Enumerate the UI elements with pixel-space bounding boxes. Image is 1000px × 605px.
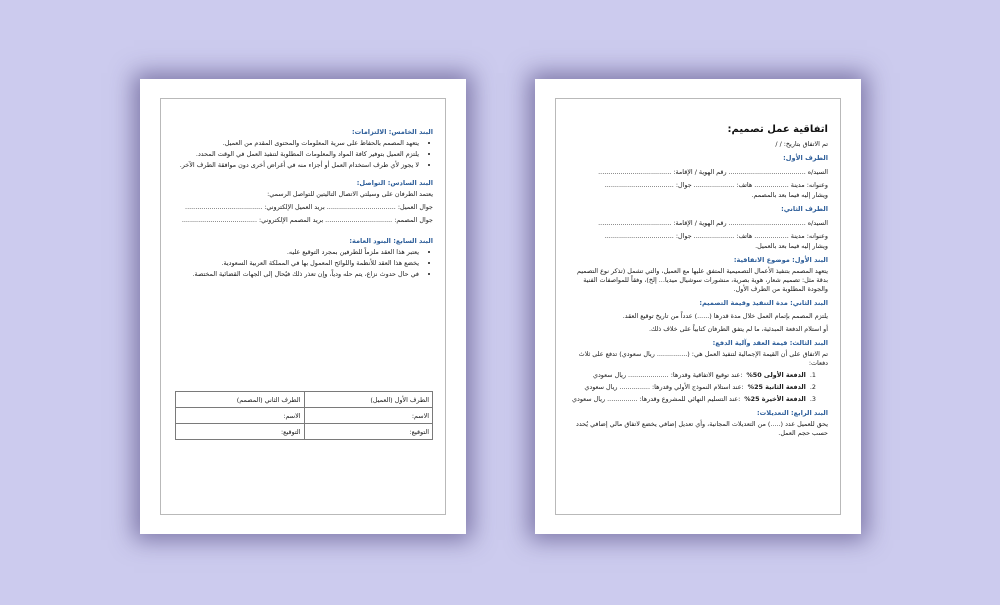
page-2-content bbox=[175, 123, 433, 506]
payment-text: :عند التسليم النهائي للمشروع وقدرها: ............... ريال سعودي bbox=[572, 395, 741, 403]
payment-label: الدفعة الثانية 25% bbox=[747, 383, 806, 391]
clause2-line1: يلتزم المصمم بإتمام العمل خلال مدة قدرها (......) عدداً من تاريخ توقيع العقد. bbox=[622, 312, 828, 320]
clause5-list bbox=[175, 139, 433, 170]
list-item: • يخضع هذا العقد للأنظمة واللوائح المعمول بها في المملكة العربية السعودية. bbox=[175, 259, 419, 268]
clause3-intro: تم الاتفاق على أن القيمة الإجمالية لتنفيذ العمل هي: (............... ريال سعودي) تدفع على ثلاث دفعات: bbox=[578, 350, 828, 367]
table-row bbox=[176, 408, 433, 424]
date-line: تم الاتفاق بتاريخ: / / bbox=[775, 140, 828, 148]
party2-address-line: وعنوانه: مدينة ................. هاتف: .................... جوال: .................................. bbox=[604, 232, 828, 240]
party1-name-line: السيد/ه ...................................... رقم الهوية / الإقامة: .................................... bbox=[598, 168, 828, 176]
party1-refer: ويشار إليه فيما بعد بالمصمم. bbox=[751, 191, 828, 199]
payment-number: 2. bbox=[809, 383, 816, 391]
contract-page-1 bbox=[535, 79, 861, 534]
clause7-list bbox=[175, 248, 433, 279]
party2-heading: الطرف الثاني: bbox=[781, 205, 828, 213]
page-border bbox=[555, 98, 841, 515]
list-item: • لا يجوز لأي طرف استخدام العمل أو أجزاء منه في أغراض أخرى دون موافقة الطرف الآخر. bbox=[175, 161, 419, 170]
table-cell: الاسم: bbox=[176, 408, 305, 424]
clause4-heading: البند الرابع: التعديلات: bbox=[757, 409, 828, 417]
clause1-heading: البند الأول: موضوع الاتفاقية: bbox=[733, 256, 828, 264]
table-cell: التوقيع: bbox=[176, 424, 305, 440]
payment-number: 1. bbox=[809, 371, 816, 379]
contract-title: اتفاقية عمل تصميم: bbox=[727, 124, 828, 135]
payment-number: 3. bbox=[809, 395, 816, 403]
list-item: • في حال حدوث نزاع، يتم حله ودياً، وإن تعذر ذلك فيُحال إلى الجهات القضائية المختصة. bbox=[175, 270, 419, 279]
payment-item bbox=[570, 395, 828, 404]
contract-page-2 bbox=[140, 79, 466, 534]
party2-name-line: السيد/ه ...................................... رقم الهوية / الإقامة: .................................... bbox=[598, 219, 828, 227]
page-1-content bbox=[570, 123, 828, 506]
payment-text: :عند استلام النموذج الأولي وقدرها: ............... ريال سعودي bbox=[584, 383, 744, 391]
party1-address-line: وعنوانه: مدينة ................. هاتف: .................... جوال: .................................. bbox=[604, 181, 828, 189]
page-border bbox=[160, 98, 446, 515]
payment-label: الدفعة الأولى 50% bbox=[746, 371, 806, 379]
clause2-line2: أو استلام الدفعة المبدئية، ما لم يتفق الطرفان كتابياً على خلاف ذلك. bbox=[648, 325, 828, 333]
clause4-text: يحق للعميل عدد (.....) من التعديلات المجانية، وأي تعديل إضافي يخضع لاتفاق مالي إضافي يُحدد حسب حجم العمل. bbox=[575, 420, 828, 437]
list-item: • يعتبر هذا العقد ملزماً للطرفين بمجرد التوقيع عليه. bbox=[175, 248, 419, 257]
clause6-client-line: جوال العميل: .................................. بريد العميل الإلكتروني: ...................................... bbox=[185, 203, 433, 211]
table-cell: التوقيع: bbox=[304, 424, 433, 440]
table-cell: الطرف الثاني (المصمم) bbox=[176, 392, 305, 408]
payment-item bbox=[570, 371, 828, 380]
clause6-designer-line: جوال المصمم: ................................. بريد المصمم الإلكتروني: ..................................... bbox=[181, 216, 433, 224]
list-item: • يتعهد المصمم بالحفاظ على سرية المعلومات والمحتوى المقدم من العميل. bbox=[175, 139, 419, 148]
clause1-text: يتعهد المصمم بتنفيذ الأعمال التصميمية المتفق عليها مع العميل، والتي تشمل (تذكر نوع التصميم بدقة مثل: تصميم شعار، هوية بصرية، منشورات سوشيال ميديا... إلخ)، وفقاً للمواصفات الفنية والجودة المطلوبة من الطرف الأول. bbox=[577, 267, 828, 293]
party2-refer: ويشار إليه فيما بعد بالعميل. bbox=[755, 242, 828, 250]
table-cell: الاسم: bbox=[304, 408, 433, 424]
clause7-heading: البند السابع: البنود العامة: bbox=[349, 237, 433, 245]
party1-heading: الطرف الأول: bbox=[783, 154, 828, 162]
table-row bbox=[176, 392, 433, 408]
clause6-intro: يعتمد الطرفان على وسيلتي الاتصال التاليتين للتواصل الرسمي: bbox=[267, 190, 433, 198]
signature-table bbox=[175, 391, 433, 440]
clause6-heading: البند السادس: التواصل: bbox=[356, 179, 433, 187]
clause3-heading: البند الثالث: قيمة العقد وآلية الدفع: bbox=[712, 339, 828, 347]
payment-label: الدفعة الأخيرة 25% bbox=[744, 395, 806, 403]
payment-item bbox=[570, 383, 828, 392]
list-item: • يلتزم العميل بتوفير كافة المواد والمعلومات المطلوبة لتنفيذ العمل في الوقت المحدد. bbox=[175, 150, 419, 159]
clause5-heading: البند الخامس: الالتزامات: bbox=[351, 128, 433, 136]
clause2-heading: البند الثاني: مدة التنفيذ وقيمة التصميم: bbox=[699, 299, 828, 307]
table-row bbox=[176, 424, 433, 440]
payment-text: :عند توقيع الاتفاقية وقدرها: .................... ريال سعودي bbox=[592, 371, 743, 379]
table-cell: الطرف الأول (العميل) bbox=[304, 392, 433, 408]
